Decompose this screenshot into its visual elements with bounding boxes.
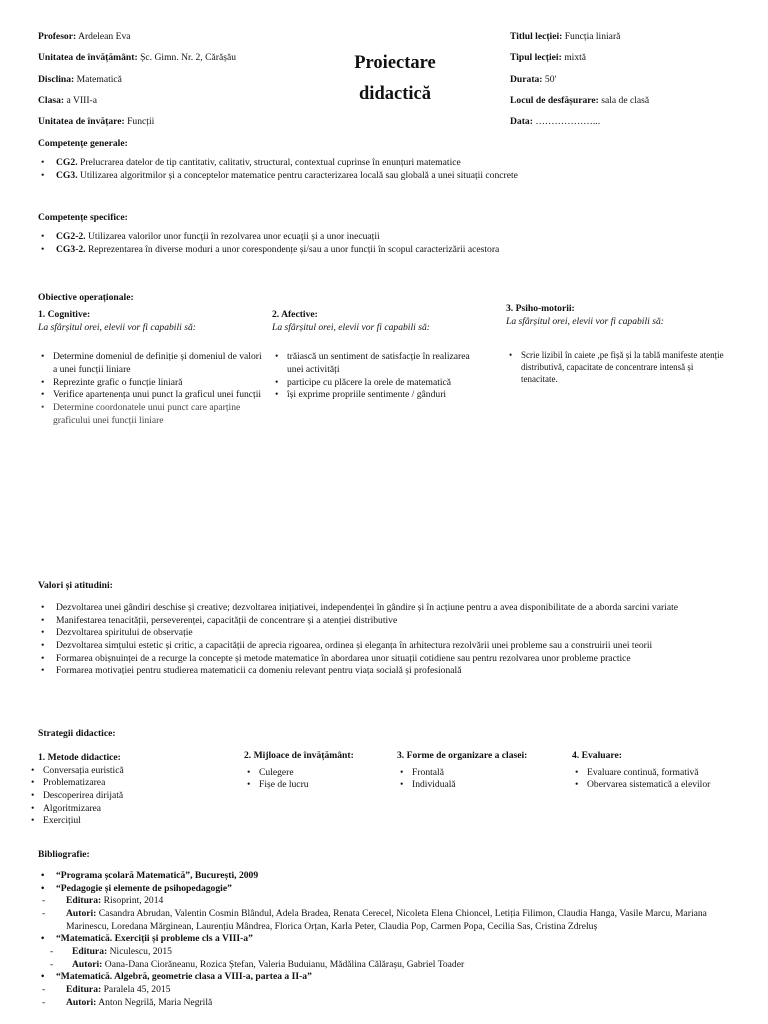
obiective-psihomotorii-sub: La sfârșitul orei, elevii vor fi capabili să: <box>506 315 664 327</box>
obiective-afective-heading: 2. Afective: <box>272 309 318 320</box>
strategii-forme-heading: 3. Forme de organizare a clasei: <box>397 750 528 761</box>
strategii-mijloace-list <box>244 767 394 792</box>
list-item: • CG3-2. Reprezentarea în diverse moduri a unor corespondențe și/sau a unor funcții în scopul caracterizării acestora <box>38 244 748 257</box>
valori-list <box>38 602 743 678</box>
list-item: • “Matematică. Algebră, geometrie clasa a VIII-a, partea a II-a” <box>38 971 743 984</box>
obiective-psihomotorii-list <box>506 350 726 386</box>
list-item: • Individuală <box>397 779 567 792</box>
list-item: • Manifestarea tenacității, perseverenței, capacității de concentrare și a atenției distributive <box>38 615 743 628</box>
strategii-mijloace <box>244 750 394 792</box>
obiective-psihomotorii <box>506 303 726 386</box>
header-tipul-lectiei: Tipul lecției: mixtă <box>510 52 587 64</box>
obiective-cognitive-sub: La sfârșitul orei, elevii vor fi capabili să: <box>38 321 196 333</box>
header-disciplina: Disclina: Matematică <box>38 73 122 85</box>
list-item: - Editura: Paralela 45, 2015 <box>38 984 743 997</box>
list-item: • Formarea obișnuinței de a recurge la concepte și metode matematice în abordarea unor situații cotidiene sau pentru rezolvarea unor probleme practice <box>38 653 743 666</box>
title-line-2: didactică <box>359 84 431 104</box>
list-item: - Autori: Oana-Dana Ciorăneanu, Rozica Ștefan, Valeria Buduianu, Mădălina Călărașu, Gabriel Toader <box>38 959 743 972</box>
bib-entry-1 <box>38 870 743 895</box>
list-item: - Editura: Niculescu, 2015 <box>38 946 743 959</box>
strategii-title: Strategii didactice: <box>38 728 116 739</box>
list-item: • își exprime propriile sentimente / gânduri <box>272 389 482 402</box>
strategii-forme <box>397 750 567 792</box>
obiective-afective <box>272 309 482 402</box>
obiective-psihomotorii-heading: 3. Psiho-motorii: <box>506 303 575 314</box>
header-titlul-lectiei: Titlul lecției: Funcția liniară <box>510 31 621 42</box>
list-item: • Scrie lizibil în caiete ,pe fișă și la tablă manifeste atenție distributivă, capacitate de concentrare intensă și tenacitate. <box>506 350 726 386</box>
bib-entry-4 <box>38 971 743 984</box>
strategii-metode <box>38 752 238 828</box>
bib-entry-3-details <box>38 946 743 971</box>
list-item: • trăiască un sentiment de satisfacție în realizarea unei activități <box>272 351 482 376</box>
list-item: • Descoperirea dirijată <box>28 790 238 803</box>
strategii-mijloace-heading: 2. Mijloace de învățământ: <box>244 750 354 761</box>
competente-generale-title: Competențe generale: <box>38 138 128 149</box>
list-item: • Fișe de lucru <box>244 779 394 792</box>
header-left <box>38 31 328 137</box>
list-item: - Autori: Anton Negrilă, Maria Negrilă <box>38 997 743 1010</box>
header-durata: Durata: 50' <box>510 73 557 85</box>
bib-entry-3 <box>38 933 743 946</box>
header-profesor: Profesor: Ardelean Eva <box>38 31 131 42</box>
obiective-cognitive <box>38 309 266 427</box>
list-item: • Exercițiul <box>28 815 238 828</box>
list-item: • “Programa școlară Matematică”, București, 2009 <box>38 870 743 883</box>
strategii-evaluare-list <box>572 767 762 792</box>
list-item: • Dezvoltarea simțului estetic și critic, a capacității de aprecia rigoarea, ordinea și eleganța în arhitectura rezolvării unei probleme sau a construirii unei teorii <box>38 640 743 653</box>
list-item: • Dezvoltarea spiritului de observație <box>38 627 743 640</box>
list-item: • Problematizarea <box>28 777 238 790</box>
obiective-title: Obiective operaționale: <box>38 292 134 303</box>
list-item: - Autori: Casandra Abrudan, Valentin Cosmin Blândul, Adela Bradea, Renata Cerecel, Nicoleta Elena Chioncel, Letiția Filimon, Claudia Hanga, Vasile Marcu, Mariana Marinescu, Loredana Mărginean, Laurențiu Mândrea, Florica Orțan, Karla Peter, Claudia Pop, Carmen Popa, Cecilia Sas, Cristina Zdreluș <box>38 908 743 933</box>
bib-entry-2-details <box>38 895 743 933</box>
obiective-afective-list <box>272 351 482 402</box>
obiective-cognitive-list <box>38 351 266 427</box>
list-item: • Obervarea sistematică a elevilor <box>572 779 762 792</box>
list-item: - Editura: Risoprint, 2014 <box>38 895 743 908</box>
header-clasa: Clasa: a VIII-a <box>38 94 97 106</box>
list-item: • Formarea motivației pentru studierea matematicii ca domeniu relevant pentru viața socială și profesională <box>38 665 743 678</box>
list-item: • “Matematică. Exerciții și probleme cls a VIII-a” <box>38 933 743 946</box>
page-title <box>320 48 470 110</box>
valori-title: Valori și atitudini: <box>38 580 113 591</box>
list-item: • participe cu plăcere la orele de matematică <box>272 377 482 390</box>
list-item: • Evaluare continuă, formativă <box>572 767 762 780</box>
list-item: • CG3. Utilizarea algoritmilor și a conceptelor matematice pentru caracterizarea locală sau globală a unei situații concrete <box>38 170 748 183</box>
competente-specifice-list <box>38 231 748 256</box>
obiective-afective-sub: La sfârșitul orei, elevii vor fi capabili să: <box>272 321 430 333</box>
bibliografie-title: Bibliografie: <box>38 849 90 860</box>
strategii-evaluare-heading: 4. Evaluare: <box>572 750 622 761</box>
list-item: • Verifice apartenența unui punct la graficul unei funcții <box>38 389 266 402</box>
list-item: • “Pedagogie și elemente de psihopedagogie” <box>38 883 743 896</box>
header-data: Data: ………………... <box>510 116 601 127</box>
list-item: • Frontală <box>397 767 567 780</box>
header-unitate: Unitatea de învățământ: Șc. Gimn. Nr. 2, Cărășău <box>38 52 237 64</box>
header-unitate-invatare: Unitatea de învățare: Funcții <box>38 116 155 127</box>
header-locul: Locul de desfășurare: sala de clasă <box>510 94 650 106</box>
strategii-evaluare <box>572 750 762 792</box>
strategii-metode-list <box>28 765 238 828</box>
list-item: • CG2-2. Utilizarea valorilor unor funcții în rezolvarea unor ecuații și a unor inecuații <box>38 231 748 244</box>
list-item: • Algoritmizarea <box>28 803 238 816</box>
header-right <box>510 31 755 137</box>
list-item: • Reprezinte grafic o funcție liniară <box>38 377 266 390</box>
competente-specifice-title: Competențe specifice: <box>38 212 128 223</box>
competente-generale-list <box>38 157 748 182</box>
strategii-forme-list <box>397 767 567 792</box>
list-item: • Determine coordonatele unui punct care aparține graficului unei funcții liniare <box>38 402 266 427</box>
obiective-cognitive-heading: 1. Cognitive: <box>38 309 91 320</box>
list-item: • Dezvoltarea unei gândiri deschise și creative; dezvoltarea inițiativei, independenței în gândire și în acțiune pentru a avea disponibilitate de a aborda sarcini variate <box>38 602 743 615</box>
list-item: • Determine domeniul de definiție și domeniul de valori a unei funcții liniare <box>38 351 266 376</box>
bibliografie-list <box>38 870 743 1009</box>
list-item: • Culegere <box>244 767 394 780</box>
list-item: • CG2. Prelucrarea datelor de tip cantitativ, calitativ, structural, contextual cuprinse în enunțuri matematice <box>38 157 748 170</box>
bib-entry-4-details <box>38 984 743 1009</box>
strategii-metode-heading: 1. Metode didactice: <box>38 752 121 763</box>
title-line-1: Proiectare <box>354 53 436 73</box>
list-item: • Conversația euristică <box>28 765 238 778</box>
